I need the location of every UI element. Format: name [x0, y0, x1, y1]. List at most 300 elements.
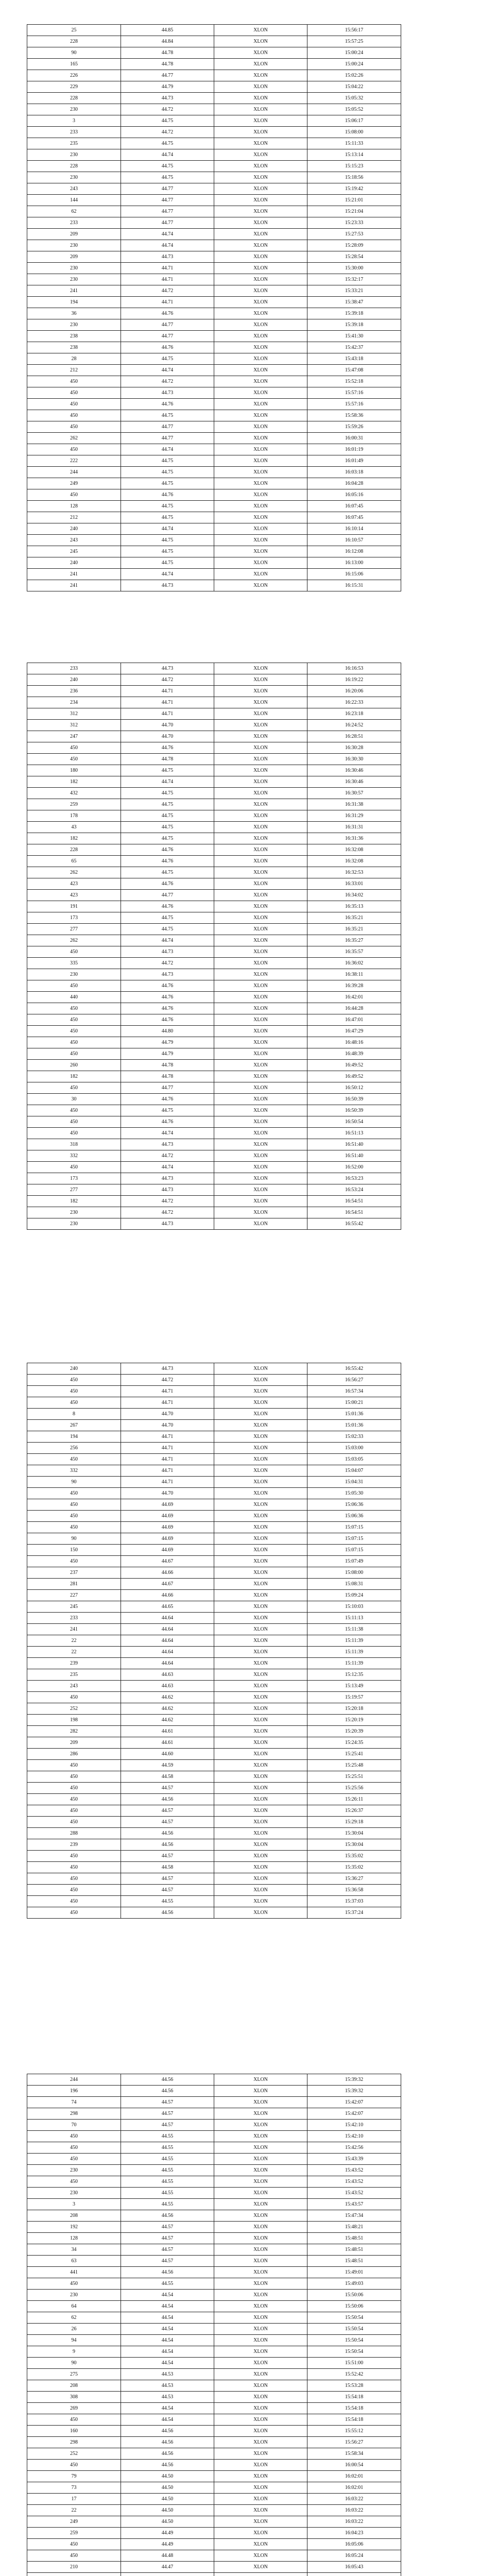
volume-cell: 450: [27, 2550, 121, 2562]
venue-cell: XLON: [214, 1613, 307, 1624]
table-row: [27, 1386, 401, 1397]
volume-cell: 312: [27, 720, 121, 731]
price-cell: 44.71: [121, 1397, 214, 1409]
venue-cell: XLON: [214, 1817, 307, 1828]
volume-cell: 450: [27, 1862, 121, 1873]
venue-cell: XLON: [214, 1760, 307, 1771]
time-cell: 16:23:18: [307, 708, 401, 720]
table-row: [27, 161, 401, 172]
time-cell: 15:30:00: [307, 263, 401, 274]
volume-cell: 150: [27, 1545, 121, 1556]
table-row: [27, 810, 401, 822]
time-cell: 15:18:56: [307, 172, 401, 183]
price-cell: 44.56: [121, 2210, 214, 2222]
venue-cell: XLON: [214, 867, 307, 878]
volume-cell: 450: [27, 1851, 121, 1862]
volume-cell: 94: [27, 2335, 121, 2346]
venue-cell: XLON: [214, 2176, 307, 2188]
volume-cell: 332: [27, 1150, 121, 1162]
time-cell: 15:43:57: [307, 2199, 401, 2210]
time-cell: 15:00:24: [307, 47, 401, 59]
time-cell: 16:02:01: [307, 2482, 401, 2494]
volume-cell: 191: [27, 901, 121, 912]
volume-cell: 182: [27, 776, 121, 788]
table-row: [27, 1794, 401, 1805]
time-cell: 15:11:33: [307, 138, 401, 149]
time-cell: 15:48:51: [307, 2256, 401, 2267]
table-row: [27, 2301, 401, 2312]
table-row: [27, 1601, 401, 1613]
time-cell: 16:32:08: [307, 844, 401, 856]
venue-cell: XLON: [214, 444, 307, 455]
price-cell: 44.74: [121, 523, 214, 535]
table-row: [27, 1533, 401, 1545]
volume-cell: 30: [27, 1094, 121, 1105]
table-row: [27, 1431, 401, 1443]
price-cell: 44.75: [121, 557, 214, 569]
volume-cell: 234: [27, 697, 121, 708]
time-cell: 15:20:39: [307, 1726, 401, 1737]
volume-cell: 450: [27, 1783, 121, 1794]
table-row: [27, 2516, 401, 2528]
table-row: [27, 1873, 401, 1885]
table-row: [27, 980, 401, 992]
price-cell: 44.71: [121, 1443, 214, 1454]
table-row: [27, 1511, 401, 1522]
volume-cell: 450: [27, 2131, 121, 2142]
time-cell: 15:06:36: [307, 1499, 401, 1511]
price-cell: 44.49: [121, 2528, 214, 2539]
volume-cell: 230: [27, 969, 121, 980]
table-row: [27, 1207, 401, 1218]
volume-cell: 230: [27, 172, 121, 183]
table-row: [27, 946, 401, 958]
time-cell: 15:28:09: [307, 240, 401, 251]
volume-cell: 450: [27, 2176, 121, 2188]
time-cell: 16:31:29: [307, 810, 401, 822]
volume-cell: 450: [27, 1873, 121, 1885]
venue-cell: XLON: [214, 1003, 307, 1014]
price-cell: 44.74: [121, 240, 214, 251]
venue-cell: XLON: [214, 1128, 307, 1139]
price-cell: 44.73: [121, 1218, 214, 1230]
table-row: [27, 93, 401, 104]
time-cell: 16:15:31: [307, 580, 401, 591]
table-row: [27, 467, 401, 478]
table-row: [27, 1817, 401, 1828]
volume-cell: 28: [27, 353, 121, 365]
price-cell: 44.72: [121, 1375, 214, 1386]
venue-cell: XLON: [214, 754, 307, 765]
table-row: [27, 674, 401, 686]
venue-cell: XLON: [214, 161, 307, 172]
table-row: [27, 569, 401, 580]
time-cell: 15:08:00: [307, 127, 401, 138]
volume-cell: 228: [27, 844, 121, 856]
time-cell: 16:48:39: [307, 1048, 401, 1060]
table-row: [27, 172, 401, 183]
table-row: [27, 992, 401, 1003]
table-row: [27, 731, 401, 742]
time-cell: 15:58:34: [307, 2448, 401, 2460]
volume-cell: 228: [27, 36, 121, 47]
price-cell: 44.73: [121, 1173, 214, 1184]
price-cell: 44.50: [121, 2505, 214, 2516]
price-cell: 44.76: [121, 1116, 214, 1128]
volume-cell: 63: [27, 2256, 121, 2267]
volume-cell: 237: [27, 1567, 121, 1579]
time-cell: 16:30:28: [307, 742, 401, 754]
price-cell: 44.56: [121, 1828, 214, 1839]
price-cell: 44.70: [121, 1409, 214, 1420]
volume-cell: 256: [27, 1443, 121, 1454]
price-cell: 44.49: [121, 2539, 214, 2550]
venue-cell: XLON: [214, 1794, 307, 1805]
time-cell: 16:44:28: [307, 1003, 401, 1014]
volume-cell: 312: [27, 708, 121, 720]
volume-cell: 450: [27, 1511, 121, 1522]
time-cell: 15:48:51: [307, 2233, 401, 2244]
volume-cell: 450: [27, 1771, 121, 1783]
volume-cell: 450: [27, 489, 121, 501]
venue-cell: XLON: [214, 2074, 307, 2086]
venue-cell: XLON: [214, 2222, 307, 2233]
venue-cell: XLON: [214, 387, 307, 399]
volume-cell: 212: [27, 365, 121, 376]
price-cell: 44.57: [121, 2222, 214, 2233]
venue-cell: XLON: [214, 1624, 307, 1635]
price-cell: 44.77: [121, 319, 214, 331]
table-row: [27, 924, 401, 935]
volume-cell: 222: [27, 455, 121, 467]
venue-cell: XLON: [214, 297, 307, 308]
time-cell: 15:50:54: [307, 2312, 401, 2324]
price-cell: 44.71: [121, 1454, 214, 1465]
venue-cell: XLON: [214, 47, 307, 59]
venue-cell: XLON: [214, 958, 307, 969]
volume-cell: 450: [27, 980, 121, 992]
venue-cell: XLON: [214, 1443, 307, 1454]
table-row: [27, 1760, 401, 1771]
time-cell: 15:20:19: [307, 1715, 401, 1726]
volume-cell: 450: [27, 387, 121, 399]
table-row: [27, 1196, 401, 1207]
time-cell: 16:50:12: [307, 1082, 401, 1094]
venue-cell: XLON: [214, 946, 307, 958]
venue-cell: XLON: [214, 353, 307, 365]
time-cell: 16:22:33: [307, 697, 401, 708]
price-cell: 44.55: [121, 2199, 214, 2210]
price-cell: 44.57: [121, 1783, 214, 1794]
volume-cell: 450: [27, 1499, 121, 1511]
volume-cell: 262: [27, 867, 121, 878]
venue-cell: XLON: [214, 557, 307, 569]
time-cell: 16:47:29: [307, 1026, 401, 1037]
table-row: [27, 1545, 401, 1556]
time-cell: 15:30:04: [307, 1828, 401, 1839]
table-row: [27, 686, 401, 697]
price-cell: 44.71: [121, 1465, 214, 1477]
time-cell: 15:04:07: [307, 1465, 401, 1477]
time-cell: 16:35:21: [307, 912, 401, 924]
venue-cell: XLON: [214, 1397, 307, 1409]
table-row: [27, 1397, 401, 1409]
venue-cell: XLON: [214, 1681, 307, 1692]
price-cell: 44.71: [121, 297, 214, 308]
venue-cell: XLON: [214, 1658, 307, 1669]
time-cell: 15:12:35: [307, 1669, 401, 1681]
volume-cell: 450: [27, 1556, 121, 1567]
table-row: [27, 969, 401, 980]
volume-cell: 450: [27, 2142, 121, 2154]
venue-cell: XLON: [214, 674, 307, 686]
volume-cell: 450: [27, 1082, 121, 1094]
price-cell: 44.75: [121, 912, 214, 924]
table-row: [27, 2244, 401, 2256]
venue-cell: XLON: [214, 1601, 307, 1613]
table-row: [27, 263, 401, 274]
time-cell: 15:04:31: [307, 1477, 401, 1488]
volume-cell: 240: [27, 557, 121, 569]
table-row: [27, 720, 401, 731]
volume-cell: 252: [27, 1703, 121, 1715]
venue-cell: XLON: [214, 2131, 307, 2142]
price-cell: 44.72: [121, 958, 214, 969]
venue-cell: XLON: [214, 138, 307, 149]
price-cell: 44.70: [121, 1420, 214, 1431]
volume-cell: 335: [27, 958, 121, 969]
table-row: [27, 342, 401, 353]
time-cell: 16:35:13: [307, 901, 401, 912]
table-row: [27, 2369, 401, 2380]
volume-cell: 230: [27, 1218, 121, 1230]
volume-cell: 450: [27, 2414, 121, 2426]
volume-cell: 236: [27, 686, 121, 697]
volume-cell: 233: [27, 1613, 121, 1624]
time-cell: 15:50:06: [307, 2301, 401, 2312]
table-row: [27, 478, 401, 489]
price-cell: 44.63: [121, 1681, 214, 1692]
time-cell: 15:56:27: [307, 2437, 401, 2448]
price-cell: 44.54: [121, 2301, 214, 2312]
volume-cell: 240: [27, 523, 121, 535]
price-cell: 44.85: [121, 25, 214, 36]
price-cell: 44.76: [121, 844, 214, 856]
time-cell: 15:07:15: [307, 1522, 401, 1533]
price-cell: [121, 2573, 214, 2576]
price-cell: 44.74: [121, 776, 214, 788]
price-cell: 44.55: [121, 2131, 214, 2142]
time-cell: 15:10:03: [307, 1601, 401, 1613]
time-cell: 16:19:22: [307, 674, 401, 686]
volume-cell: 245: [27, 1601, 121, 1613]
volume-cell: 26: [27, 2324, 121, 2335]
venue-cell: XLON: [214, 2267, 307, 2278]
volume-cell: 196: [27, 2086, 121, 2097]
venue-cell: XLON: [214, 104, 307, 115]
time-cell: 15:08:00: [307, 1567, 401, 1579]
price-cell: 44.78: [121, 1060, 214, 1071]
time-cell: 15:43:52: [307, 2176, 401, 2188]
table-row: [27, 2233, 401, 2244]
table-row: [27, 935, 401, 946]
price-cell: 44.54: [121, 2335, 214, 2346]
time-cell: 15:54:18: [307, 2414, 401, 2426]
price-cell: 44.69: [121, 1522, 214, 1533]
volume-cell: 286: [27, 1749, 121, 1760]
venue-cell: XLON: [214, 1071, 307, 1082]
venue-cell: XLON: [214, 2210, 307, 2222]
volume-cell: 259: [27, 2528, 121, 2539]
venue-cell: XLON: [214, 399, 307, 410]
volume-cell: 450: [27, 1692, 121, 1703]
venue-cell: XLON: [214, 376, 307, 387]
time-cell: 15:03:05: [307, 1454, 401, 1465]
venue-cell: XLON: [214, 1465, 307, 1477]
time-cell: 16:05:16: [307, 489, 401, 501]
price-cell: 44.79: [121, 1037, 214, 1048]
price-cell: 44.76: [121, 489, 214, 501]
price-cell: 44.77: [121, 331, 214, 342]
time-cell: 15:25:56: [307, 1783, 401, 1794]
time-cell: 16:32:53: [307, 867, 401, 878]
table-row: [27, 1885, 401, 1896]
time-cell: 15:09:24: [307, 1590, 401, 1601]
venue-cell: XLON: [214, 2448, 307, 2460]
time-cell: 16:10:14: [307, 523, 401, 535]
table-row: [27, 1681, 401, 1692]
table-row: [27, 1184, 401, 1196]
volume-cell: 34: [27, 2244, 121, 2256]
time-cell: 15:30:04: [307, 1839, 401, 1851]
volume-cell: 22: [27, 1647, 121, 1658]
venue-cell: XLON: [214, 1556, 307, 1567]
venue-cell: XLON: [214, 1196, 307, 1207]
table-row: [27, 2460, 401, 2471]
time-cell: 15:47:08: [307, 365, 401, 376]
volume-cell: 233: [27, 127, 121, 138]
price-cell: 44.69: [121, 1511, 214, 1522]
price-cell: 44.54: [121, 2414, 214, 2426]
table-row: [27, 1409, 401, 1420]
venue-cell: XLON: [214, 1488, 307, 1499]
price-cell: 44.75: [121, 867, 214, 878]
volume-cell: 62: [27, 206, 121, 217]
price-cell: 44.56: [121, 1839, 214, 1851]
volume-cell: 173: [27, 1173, 121, 1184]
venue-cell: XLON: [214, 2528, 307, 2539]
venue-cell: XLON: [214, 433, 307, 444]
time-cell: 16:48:16: [307, 1037, 401, 1048]
venue-cell: XLON: [214, 240, 307, 251]
time-cell: 15:49:03: [307, 2278, 401, 2290]
table-row: [27, 822, 401, 833]
table-row: [27, 1094, 401, 1105]
volume-cell: 233: [27, 663, 121, 674]
venue-cell: XLON: [214, 1139, 307, 1150]
venue-cell: XLON: [214, 1477, 307, 1488]
price-cell: 44.71: [121, 1477, 214, 1488]
table-row: [27, 59, 401, 70]
time-cell: 16:12:08: [307, 546, 401, 557]
table-row: [27, 1783, 401, 1794]
venue-cell: XLON: [214, 1805, 307, 1817]
time-cell: 16:49:52: [307, 1060, 401, 1071]
price-cell: 44.84: [121, 36, 214, 47]
time-cell: 15:07:49: [307, 1556, 401, 1567]
time-cell: 16:03:22: [307, 2516, 401, 2528]
price-cell: 44.70: [121, 731, 214, 742]
venue-cell: XLON: [214, 1454, 307, 1465]
price-cell: 44.75: [121, 765, 214, 776]
price-cell: 44.74: [121, 935, 214, 946]
time-cell: 16:31:31: [307, 822, 401, 833]
table-row: [27, 1647, 401, 1658]
venue-cell: XLON: [214, 2346, 307, 2358]
table-row: [27, 1862, 401, 1873]
price-cell: 44.75: [121, 799, 214, 810]
time-cell: 15:47:34: [307, 2210, 401, 2222]
venue-cell: XLON: [214, 1590, 307, 1601]
venue-cell: XLON: [214, 2154, 307, 2165]
volume-cell: 182: [27, 1071, 121, 1082]
table-row: [27, 2142, 401, 2154]
time-cell: 16:32:08: [307, 856, 401, 867]
volume-cell: 241: [27, 569, 121, 580]
venue-cell: XLON: [214, 1828, 307, 1839]
price-cell: 44.75: [121, 546, 214, 557]
table-row: [27, 308, 401, 319]
price-cell: 44.48: [121, 2550, 214, 2562]
price-cell: 44.76: [121, 399, 214, 410]
venue-cell: [214, 2573, 307, 2576]
table-row: [27, 2097, 401, 2108]
price-cell: 44.75: [121, 535, 214, 546]
venue-cell: XLON: [214, 2199, 307, 2210]
time-cell: 15:39:32: [307, 2074, 401, 2086]
venue-cell: XLON: [214, 36, 307, 47]
time-cell: 15:01:36: [307, 1420, 401, 1431]
table-row: [27, 1082, 401, 1094]
volume-cell: 423: [27, 890, 121, 901]
venue-cell: XLON: [214, 720, 307, 731]
venue-cell: XLON: [214, 2244, 307, 2256]
volume-cell: 450: [27, 1488, 121, 1499]
volume-cell: 450: [27, 1128, 121, 1139]
price-cell: 44.67: [121, 1556, 214, 1567]
time-cell: 16:01:19: [307, 444, 401, 455]
venue-cell: XLON: [214, 2392, 307, 2403]
volume-cell: 230: [27, 104, 121, 115]
price-cell: 44.57: [121, 2120, 214, 2131]
volume-cell: 432: [27, 788, 121, 799]
table-row: [27, 2267, 401, 2278]
volume-cell: 450: [27, 946, 121, 958]
time-cell: 15:25:51: [307, 1771, 401, 1783]
volume-cell: 450: [27, 2460, 121, 2471]
venue-cell: XLON: [214, 1420, 307, 1431]
price-cell: 44.73: [121, 580, 214, 591]
venue-cell: XLON: [214, 2380, 307, 2392]
table-row: [27, 2165, 401, 2176]
time-cell: 16:30:46: [307, 776, 401, 788]
time-cell: 15:35:02: [307, 1851, 401, 1862]
time-cell: 15:35:02: [307, 1862, 401, 1873]
price-cell: 44.69: [121, 1545, 214, 1556]
price-cell: 44.57: [121, 1851, 214, 1862]
table-row: [27, 2256, 401, 2267]
time-cell: 16:04:23: [307, 2528, 401, 2539]
